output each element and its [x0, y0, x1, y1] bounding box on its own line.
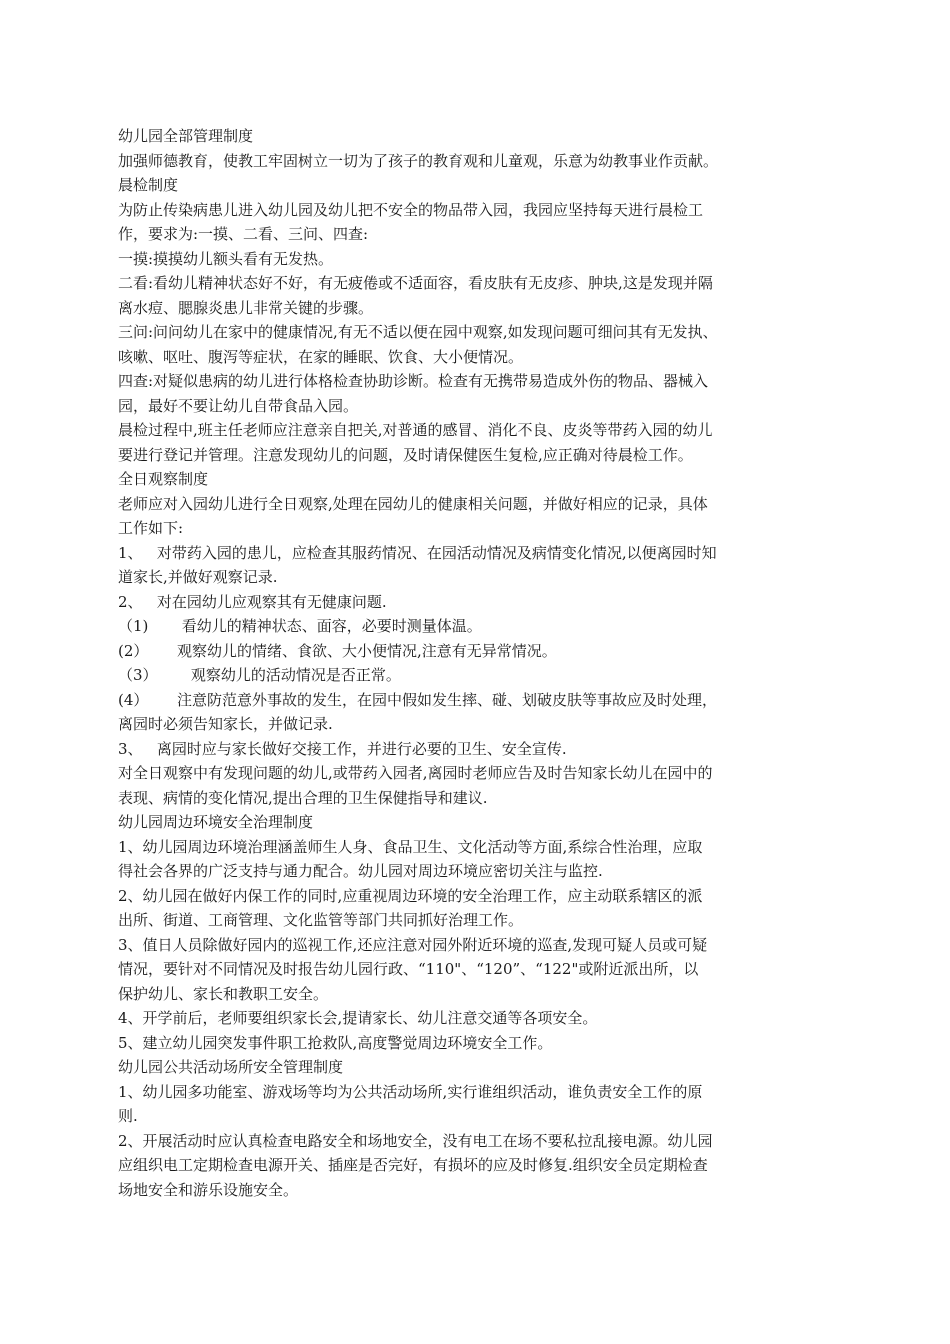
text-line: 2、 对在园幼儿应观察其有无健康问题.: [118, 592, 387, 611]
text-line: 表现、病情的变化情况,提出合理的卫生保健指导和建议.: [118, 788, 488, 807]
text-line: 则.: [118, 1107, 138, 1125]
text-line: 道家长,并做好观察记录.: [118, 568, 278, 586]
text-line: 离水痘、腮腺炎患儿非常关键的步骤。: [118, 298, 374, 317]
text-line: 晨检制度: [118, 176, 179, 194]
text-line: 应组织电工定期检查电源开关、插座是否完好，有损坏的应及时修复.组织安全员定期检查: [118, 1156, 708, 1174]
text-line: 1、幼儿园周边环境治理涵盖师生人身、食品卫生、文化活动等方面,系综合性治理，应取: [118, 837, 703, 856]
document-page: [118, 124, 818, 1202]
text-line: (4） 注意防范意外事故的发生，在园中假如发生摔、碰、划破皮肤等事故应及时处理，: [118, 690, 718, 709]
text-line: 老师应对入园幼儿进行全日观察,处理在园幼儿的健康相关问题，并做好相应的记录，具体: [118, 494, 708, 513]
text-line: 3、值日人员除做好园内的巡视工作,还应注意对园外附近环境的巡查,发现可疑人员或可疑: [118, 935, 708, 954]
text-line: （3） 观察幼儿的活动情况是否正常。: [118, 666, 401, 684]
text-line: 二看:看幼儿精神状态好不好，有无疲倦或不适面容，看皮肤有无皮疹、肿块,这是发现并隔: [118, 274, 713, 292]
text-line: 5、建立幼儿园突发事件职工抢救队,高度警觉周边环境安全工作。: [118, 1033, 553, 1052]
text-line: 对全日观察中有发现问题的幼儿,或带药入园者,离园时老师应告及时告知家长幼儿在园中的: [118, 764, 713, 782]
text-line: 得社会各界的广泛支持与通力配合。幼儿园对周边环境应密切关注与监控.: [118, 862, 603, 880]
text-line: (2） 观察幼儿的情绪、食欲、大小便情况,注意有无异常情况。: [118, 641, 557, 660]
text-line: 情况，要针对不同情况及时报告幼儿园行政、“110"、“120”、“122"或附近派出所，以: [118, 960, 699, 978]
text-line: 作，要求为:一摸、二看、三问、四查:: [118, 225, 369, 243]
text-line: 4、开学前后，老师要组织家长会,提请家长、幼儿注意交通等各项安全。: [118, 1009, 598, 1027]
text-line: 场地安全和游乐设施安全。: [118, 1180, 299, 1199]
text-line: 1、 对带药入园的患儿，应检查其服药情况、在园活动情况及病情变化情况,以便离园时知: [118, 543, 717, 562]
text-line: 2、开展活动时应认真检查电路安全和场地安全，没有电工在场不要私拉乱接电源。幼儿园: [118, 1131, 713, 1150]
text-line: 工作如下:: [118, 519, 184, 537]
text-line: 出所、街道、工商管理、文化监管等部门共同抓好治理工作。: [118, 911, 524, 929]
text-line: 加强师德教育，使教工牢固树立一切为了孩子的教育观和儿童观，乐意为幼教事业作贡献。: [118, 151, 719, 170]
text-line: 2、幼儿园在做好内保工作的同时,应重视周边环境的安全治理工作，应主动联系辖区的派: [118, 886, 703, 905]
text-line: 三问:问问幼儿在家中的健康情况,有无不适以便在园中观察,如发现问题可细问其有无发执、: [118, 323, 718, 341]
text-line: 幼儿园周边环境安全治理制度: [118, 813, 314, 831]
text-line: 咳嗽、呕吐、腹泻等症状，在家的睡眠、饮食、大小便情况。: [118, 347, 524, 366]
text-line: 四查:对疑似患病的幼儿进行体格检查协助诊断。检查有无携带易造成外伤的物品、器械入: [118, 372, 709, 390]
text-line: （1) 看幼儿的精神状态、面容，必要时测量体温。: [118, 617, 482, 635]
text-line: 幼儿园公共活动场所安全管理制度: [118, 1058, 344, 1076]
text-line: 要进行登记并管理。注意发现幼儿的问题，及时请保健医生复检,应正确对待晨检工作。: [118, 445, 693, 464]
text-line: 为防止传染病患儿进入幼儿园及幼儿把不安全的物品带入园，我园应坚持每天进行晨检工: [118, 200, 704, 219]
text-line: 晨检过程中,班主任老师应注意亲自把关,对普通的感冒、消化不良、皮炎等带药入园的幼儿: [118, 421, 713, 439]
text-line: 园，最好不要让幼儿自带食品入园。: [118, 396, 359, 415]
text-line: 3、 离园时应与家长做好交接工作，并进行必要的卫生、安全宣传.: [118, 739, 567, 758]
text-line: 一摸:摸摸幼儿额头看有无发热。: [118, 249, 334, 268]
text-line: 离园时必须告知家长，并做记录.: [118, 715, 333, 733]
text-line: 保护幼儿、家长和教职工安全。: [118, 984, 329, 1003]
text-line: 幼儿园全部管理制度: [118, 127, 254, 145]
text-line: 1、幼儿园多功能室、游戏场等均为公共活动场所,实行谁组织活动，谁负责安全工作的原: [118, 1082, 703, 1101]
text-line: 全日观察制度: [118, 470, 209, 488]
